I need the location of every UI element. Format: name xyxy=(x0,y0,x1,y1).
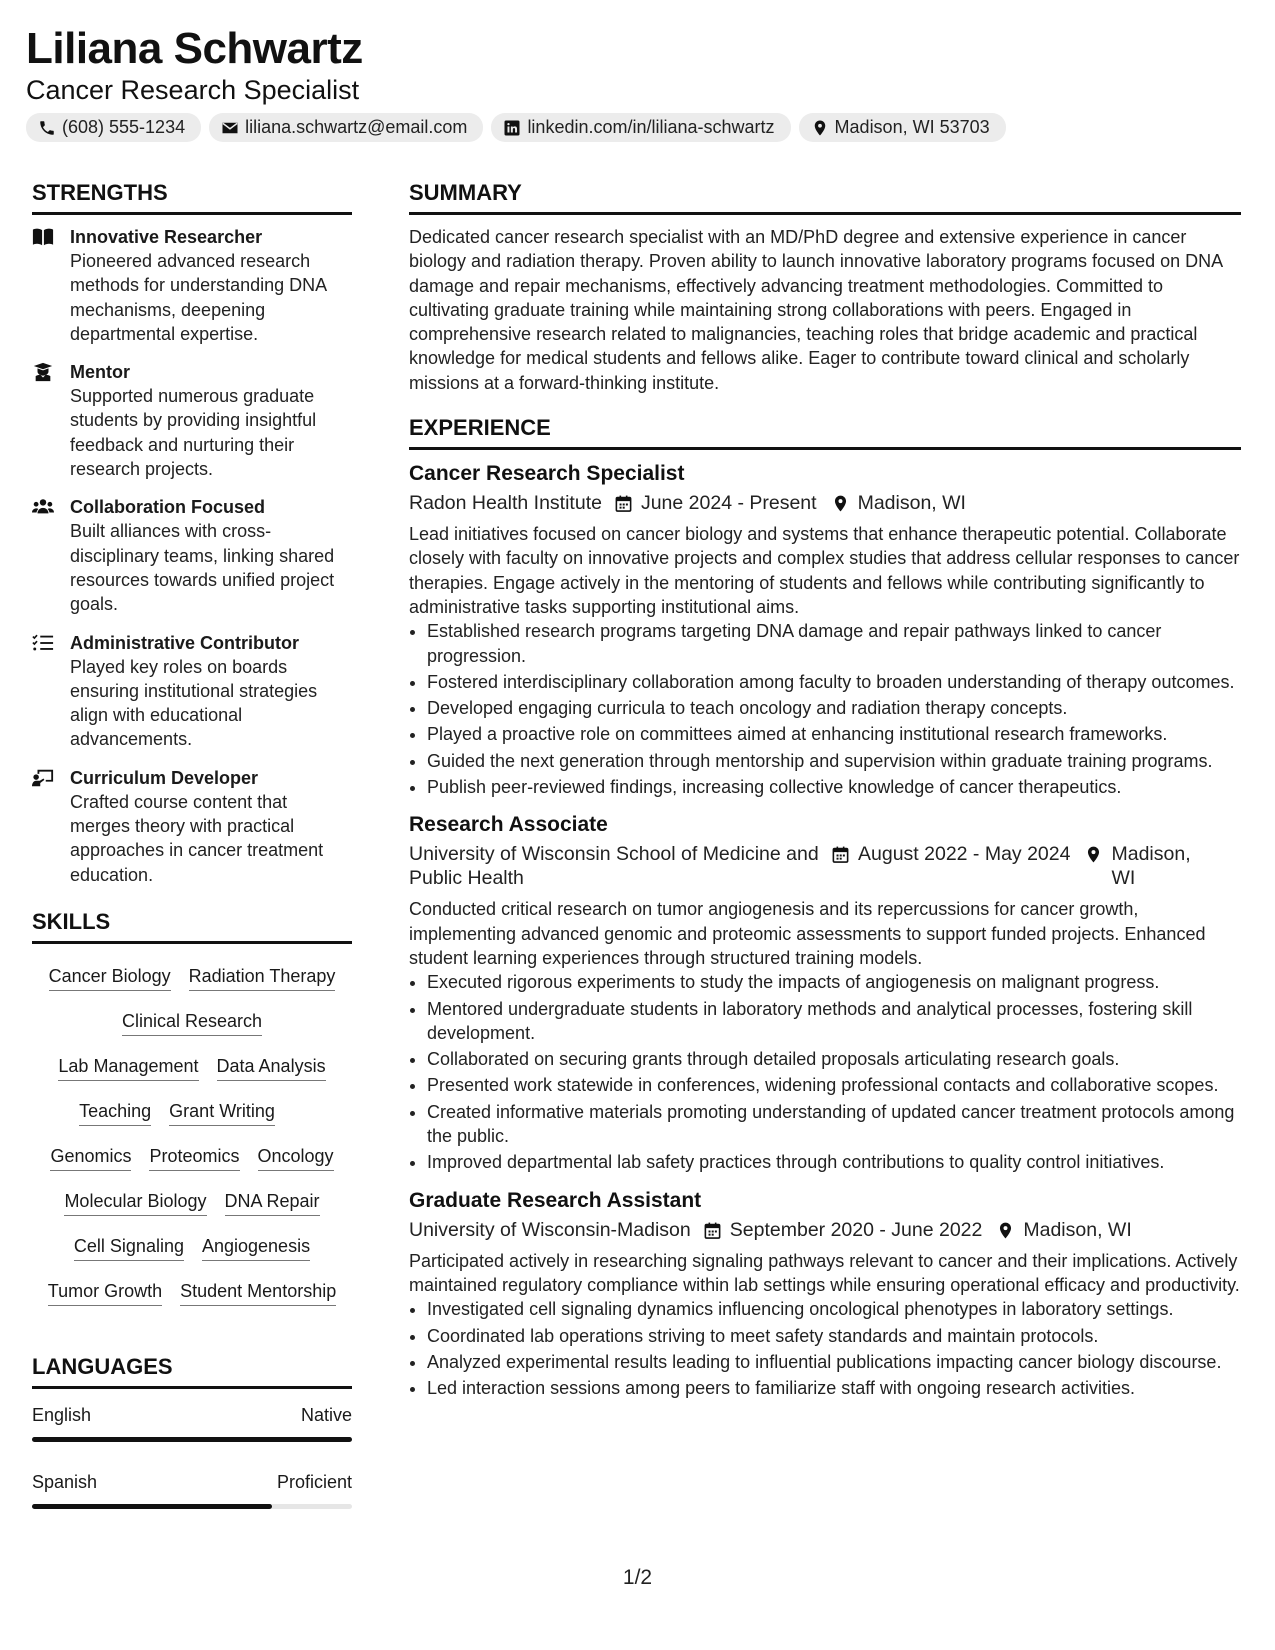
graduate-icon xyxy=(32,362,54,382)
book-icon xyxy=(32,227,54,247)
map-pin-icon xyxy=(831,494,850,513)
language-proficiency-bar xyxy=(32,1504,352,1509)
job-bullet: • Executed rigorous experiments to study the impacts of angiogenesis on malignant progress. xyxy=(427,970,1241,994)
location-pill[interactable] xyxy=(799,113,1006,142)
job-meta xyxy=(409,491,1241,515)
strength-desc: Played key roles on boards ensuring institutional strategies align with educational advancements. xyxy=(70,656,318,750)
job-meta xyxy=(409,842,1241,890)
summary-heading: SUMMARY xyxy=(409,178,1241,215)
skill-tag: Angiogenesis xyxy=(202,1234,310,1261)
job-entry xyxy=(409,460,1241,799)
left-column xyxy=(32,178,352,1527)
language-proficiency-bar xyxy=(32,1437,352,1442)
job-entry xyxy=(409,811,1241,1174)
skill-tag: Proteomics xyxy=(149,1144,239,1171)
candidate-name: Liliana Schwartz xyxy=(26,24,363,73)
job-bullet: • Analyzed experimental results leading to influential publications impacting cancer biology discourse. xyxy=(427,1350,1241,1374)
strength-item xyxy=(32,225,352,346)
strength-title: Innovative Researcher xyxy=(70,227,263,247)
job-bullet: • Guided the next generation through mentorship and supervision within graduate training programs. xyxy=(427,749,1241,773)
job-org: University of Wisconsin School of Medicine and Public Health xyxy=(409,843,819,890)
right-column xyxy=(409,178,1241,1412)
strength-title: Mentor xyxy=(70,362,130,383)
job-org: University of Wisconsin-Madison xyxy=(409,1218,691,1241)
page-number: 1/2 xyxy=(622,1566,653,1589)
skill-tag: Genomics xyxy=(50,1144,131,1171)
strength-item xyxy=(32,360,352,481)
job-bullet: • Presented work statewide in conferences, widening professional contacts and collaborative scopes. xyxy=(427,1073,1241,1097)
skill-tag: Clinical Research xyxy=(122,1009,262,1036)
job-org: Radon Health Institute xyxy=(409,492,602,515)
job-bullets xyxy=(409,1297,1241,1400)
job-bullet: • Collaborated on securing grants through detailed proposals articulating research goals. xyxy=(427,1047,1241,1071)
strength-desc: Supported numerous graduate students by providing insightful feedback and nurturing their research projects. xyxy=(70,386,317,480)
summary-text: Dedicated cancer research specialist with an MD/PhD degree and extensive experience in cancer biology and radiation therapy. Proven ability to launch innovative laboratory programs focused on DNA damage and repair mechanisms, effectively advancing treatment methodologies. Committed to cultivating graduate training while maintaining strong collaborations with peers. Engaged in comprehensive research related to malignancies, teaching roles that bridge academic and practical knowledge for medical students and fellows alike. Eager to contribute toward clinical and scholarly missions at a forward-thinking institute. xyxy=(409,227,1223,393)
job-bullet: • Established research programs targeting DNA damage and repair pathways linked to cancer progression. xyxy=(427,619,1241,668)
language-level: Native xyxy=(300,1404,352,1425)
skill-tag: Radiation Therapy xyxy=(189,964,336,991)
skill-tag: Student Mentorship xyxy=(180,1279,336,1306)
language-name: English xyxy=(32,1404,92,1425)
job-title: Research Associate xyxy=(409,813,608,837)
job-title: Graduate Research Assistant xyxy=(409,1188,702,1212)
job-location: Madison, WI xyxy=(1111,843,1191,890)
language-name: Spanish xyxy=(32,1471,98,1492)
job-description: Lead initiatives focused on cancer biology and systems that enhance therapeutic potential. Collaborate closely with faculty on innovative projects and complex studies that address cellular responses to cancer therapies. Engage actively in the mentoring of students and fellows while contributing significantly to administrative tasks supporting institutional aims. xyxy=(409,524,1240,617)
map-pin-icon xyxy=(1084,845,1103,864)
language-item xyxy=(32,1403,352,1442)
strengths-heading: STRENGTHS xyxy=(32,178,352,215)
job-bullet: • Coordinated lab operations striving to meet safety standards and maintain protocols. xyxy=(427,1324,1241,1348)
job-bullet: • Fostered interdisciplinary collaboration among faculty to broaden understanding of therapy outcomes. xyxy=(427,670,1241,694)
languages-heading: LANGUAGES xyxy=(32,1352,352,1389)
skill-tag: Tumor Growth xyxy=(48,1279,162,1306)
language-level: Proficient xyxy=(276,1471,352,1492)
job-description: Conducted critical research on tumor angiogenesis and its repercussions for cancer growth, implementing advanced genomic and proteomic assessments to support funded projects. Enhanced student learning experiences through structured training models. xyxy=(409,899,1206,968)
job-bullet: • Publish peer-reviewed findings, increasing collective knowledge of cancer therapeutics. xyxy=(427,775,1241,799)
strength-item xyxy=(32,631,352,752)
calendar-icon xyxy=(831,845,850,864)
strength-title: Collaboration Focused xyxy=(70,497,266,518)
skill-tag: Cancer Biology xyxy=(49,964,171,991)
job-bullet: • Developed engaging curricula to teach oncology and radiation therapy concepts. xyxy=(427,696,1241,720)
job-dates: September 2020 - June 2022 xyxy=(729,1218,983,1241)
calendar-icon xyxy=(614,494,633,513)
job-dates: June 2024 - Present xyxy=(640,492,817,515)
job-description: Participated actively in researching signaling pathways relevant to cancer and their implications. Actively maintained regulatory compliance within lab settings while ensuring operational efficacy and productivity. xyxy=(409,1250,1240,1295)
job-location: Madison, WI xyxy=(857,492,966,515)
strength-title: Curriculum Developer xyxy=(70,767,259,788)
language-item xyxy=(32,1470,352,1509)
job-bullet: • Investigated cell signaling dynamics influencing oncological phenotypes in laboratory settings. xyxy=(427,1297,1241,1321)
skill-tag: DNA Repair xyxy=(225,1189,320,1216)
linkedin-pill[interactable] xyxy=(491,113,790,142)
job-bullet: • Created informative materials promoting understanding of updated cancer treatment protocols among the public. xyxy=(427,1100,1241,1149)
job-bullets xyxy=(409,970,1241,1174)
skill-tag: Oncology xyxy=(258,1144,334,1171)
linkedin-text: linkedin.com/in/liliana-schwartz xyxy=(527,117,775,137)
candidate-role: Cancer Research Specialist xyxy=(26,75,360,105)
teacher-icon xyxy=(32,768,54,788)
job-bullets xyxy=(409,619,1241,799)
skills-heading: SKILLS xyxy=(32,907,352,944)
strength-item xyxy=(32,495,352,616)
strength-desc: Crafted course content that merges theory with practical approaches in cancer treatment education. xyxy=(70,791,324,885)
map-pin-icon xyxy=(811,119,829,137)
phone-pill[interactable] xyxy=(26,113,201,142)
job-bullet: • Led interaction sessions among peers to familiarize staff with ongoing research activities. xyxy=(427,1376,1241,1400)
skill-tag: Molecular Biology xyxy=(64,1189,206,1216)
strength-title: Administrative Contributor xyxy=(70,632,300,653)
phone-text: (608) 555-1234 xyxy=(62,117,186,137)
map-pin-icon xyxy=(996,1221,1015,1240)
skills-list xyxy=(32,954,352,1328)
contact-bar xyxy=(26,113,1006,142)
job-entry xyxy=(409,1187,1241,1401)
calendar-icon xyxy=(703,1221,722,1240)
experience-heading: EXPERIENCE xyxy=(409,413,1241,450)
strength-item xyxy=(32,766,352,887)
job-location: Madison, WI xyxy=(1023,1218,1132,1241)
skill-tag: Teaching xyxy=(79,1099,151,1126)
job-bullet: • Improved departmental lab safety practices through contributions to quality control initiatives. xyxy=(427,1150,1241,1174)
phone-icon xyxy=(38,119,56,137)
email-pill[interactable] xyxy=(209,113,483,142)
strength-desc: Pioneered advanced research methods for understanding DNA mechanisms, deepening departmental expertise. xyxy=(70,251,327,344)
users-icon xyxy=(32,497,54,517)
envelope-icon xyxy=(221,119,239,137)
email-text: liliana.schwartz@email.com xyxy=(245,117,468,137)
skill-tag: Data Analysis xyxy=(217,1054,326,1081)
checklist-icon xyxy=(32,633,54,653)
job-title: Cancer Research Specialist xyxy=(409,462,685,486)
job-bullet: • Played a proactive role on committees aimed at enhancing institutional research frameworks. xyxy=(427,722,1241,746)
job-bullet: • Mentored undergraduate students in laboratory methods and analytical processes, fostering skill development. xyxy=(427,997,1241,1046)
job-meta xyxy=(409,1218,1241,1242)
location-text: Madison, WI 53703 xyxy=(834,117,990,137)
linkedin-icon xyxy=(503,119,521,137)
strength-desc: Built alliances with cross-disciplinary teams, linking shared resources towards unified project goals. xyxy=(70,521,335,615)
skill-tag: Grant Writing xyxy=(169,1099,275,1126)
skill-tag: Lab Management xyxy=(58,1054,198,1081)
job-dates: August 2022 - May 2024 xyxy=(858,843,1071,866)
skill-tag: Cell Signaling xyxy=(74,1234,184,1261)
